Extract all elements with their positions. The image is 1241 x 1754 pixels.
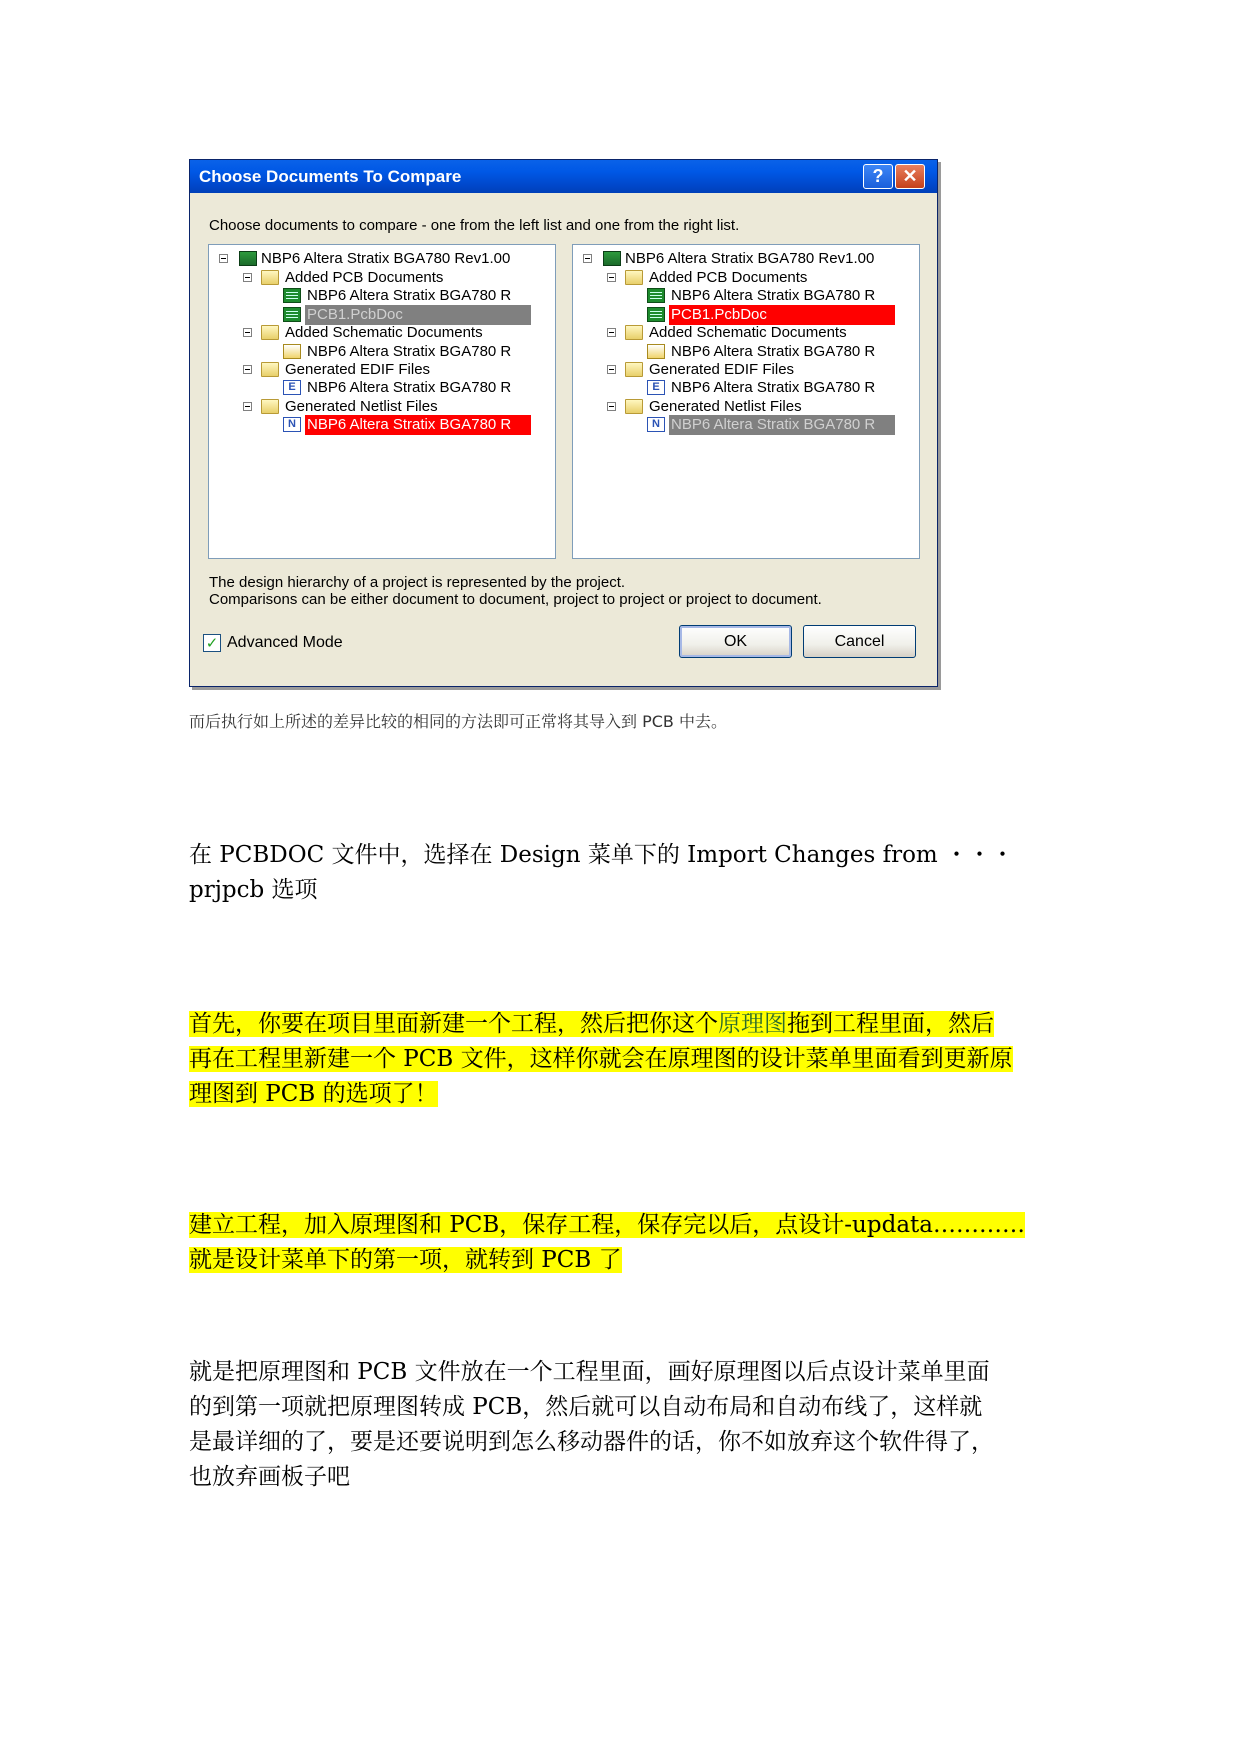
help-button[interactable]: ?: [863, 164, 893, 189]
instruction-text: Choose documents to compare - one from the left list and one from the right list.: [209, 217, 740, 234]
ok-button[interactable]: OK: [679, 625, 792, 658]
tree-label: NBP6 Altera Stratix BGA780 R: [671, 287, 876, 304]
paragraph-workflow: [189, 1355, 1069, 1495]
collapse-toggle-icon[interactable]: [583, 254, 592, 263]
collapse-toggle-icon[interactable]: [243, 273, 252, 282]
text-segment: 拖到工程里面，然后: [787, 1011, 994, 1037]
edif-file-icon: E: [283, 380, 301, 395]
pcb-document-icon: [283, 307, 301, 322]
folder-icon: [625, 362, 643, 377]
paragraph-build-project: [189, 1208, 1069, 1278]
collapse-toggle-icon[interactable]: [219, 254, 228, 263]
highlighted-text: 理图到 PCB 的选项了！: [189, 1081, 438, 1107]
tree-label: Generated EDIF Files: [285, 361, 431, 378]
hierarchy-note: The design hierarchy of a project is represented by the project.: [209, 574, 626, 591]
collapse-toggle-icon[interactable]: [243, 402, 252, 411]
tree-label: NBP6 Altera Stratix BGA780 R: [307, 379, 512, 396]
collapse-toggle-icon[interactable]: [607, 365, 616, 374]
folder-icon: [261, 325, 279, 340]
highlighted-text: [189, 1011, 994, 1037]
paragraph-import-changes: 在 PCBDOC 文件中，选择在 Design 菜单下的 Import Changes from ・・・prjpcb 选项: [189, 842, 1015, 903]
paragraph-new-project: [189, 1007, 1069, 1112]
tree-label: Generated Netlist Files: [649, 398, 802, 415]
text-segment: 首先，你要在项目里面新建一个工程，然后把你这个: [189, 1011, 718, 1037]
collapse-toggle-icon[interactable]: [243, 328, 252, 337]
compare-dialog: [189, 159, 938, 687]
tree-label-selected: NBP6 Altera Stratix BGA780 R: [305, 415, 531, 435]
project-icon: [603, 251, 621, 266]
tree-label: Added PCB Documents: [649, 269, 808, 286]
tree-label: Added PCB Documents: [285, 269, 444, 286]
tree-label: NBP6 Altera Stratix BGA780 R: [307, 343, 512, 360]
pcb-document-icon: [283, 288, 301, 303]
comparison-note: Comparisons can be either document to document, project to project or project to document.: [209, 591, 822, 608]
advanced-mode-label[interactable]: Advanced Mode: [227, 634, 343, 651]
tree-label: Generated EDIF Files: [649, 361, 795, 378]
tree-label: NBP6 Altera Stratix BGA780 R: [307, 287, 512, 304]
folder-icon: [261, 399, 279, 414]
collapse-toggle-icon[interactable]: [607, 273, 616, 282]
schematic-document-icon: [647, 344, 665, 359]
folder-icon: [625, 325, 643, 340]
advanced-mode-checkbox[interactable]: ✓: [203, 634, 221, 652]
tree-label: NBP6 Altera Stratix BGA780 R: [671, 379, 876, 396]
folder-icon: [261, 270, 279, 285]
collapse-toggle-icon[interactable]: [607, 402, 616, 411]
close-button[interactable]: ✕: [895, 164, 925, 189]
tree-label: NBP6 Altera Stratix BGA780 Rev1.00: [261, 250, 511, 267]
edif-file-icon: E: [647, 380, 665, 395]
netlist-file-icon: N: [647, 417, 665, 432]
folder-icon: [625, 270, 643, 285]
tree-label-selected: PCB1.PcbDoc: [305, 305, 531, 325]
text-line: 是最详细的了，要是还要说明到怎么移动器件的话，你不如放弃这个软件得了，: [189, 1429, 994, 1455]
cancel-button[interactable]: Cancel: [803, 625, 916, 658]
pcb-document-icon: [647, 288, 665, 303]
collapse-toggle-icon[interactable]: [243, 365, 252, 374]
project-icon: [239, 251, 257, 266]
left-document-tree[interactable]: [208, 244, 556, 559]
folder-icon: [625, 399, 643, 414]
pcb-document-icon: [647, 307, 665, 322]
text-line: 就是把原理图和 PCB 文件放在一个工程里面，画好原理图以后点设计菜单里面: [189, 1359, 990, 1385]
image-caption: 而后执行如上所述的差异比较的相同的方法即可正常将其导入到 PCB 中去。: [189, 712, 727, 731]
title-bar[interactable]: [190, 160, 937, 193]
text-line: 的到第一项就把原理图转成 PCB，然后就可以自动布局和自动布线了，这样就: [189, 1394, 983, 1420]
tree-label: NBP6 Altera Stratix BGA780 Rev1.00: [625, 250, 875, 267]
highlighted-text: 就是设计菜单下的第一项，就转到 PCB 了: [189, 1247, 622, 1273]
highlighted-text: 再在工程里新建一个 PCB 文件，这样你就会在原理图的设计菜单里面看到更新原: [189, 1046, 1013, 1072]
tree-label: Generated Netlist Files: [285, 398, 438, 415]
tree-label-selected: NBP6 Altera Stratix BGA780 R: [669, 415, 895, 435]
schematic-document-icon: [283, 344, 301, 359]
netlist-file-icon: N: [283, 417, 301, 432]
tree-label-selected: PCB1.PcbDoc: [669, 305, 895, 325]
tree-label: Added Schematic Documents: [649, 324, 847, 341]
schematic-link[interactable]: 原理图: [718, 1011, 787, 1037]
highlighted-text: 建立工程，加入原理图和 PCB，保存工程，保存完以后，点设计-updata…………: [189, 1212, 1025, 1238]
tree-label: NBP6 Altera Stratix BGA780 R: [671, 343, 876, 360]
collapse-toggle-icon[interactable]: [607, 328, 616, 337]
tree-label: Added Schematic Documents: [285, 324, 483, 341]
text-line: 也放弃画板子吧: [189, 1464, 350, 1490]
folder-icon: [261, 362, 279, 377]
dialog-title: Choose Documents To Compare: [199, 167, 462, 186]
right-document-tree[interactable]: [572, 244, 920, 559]
